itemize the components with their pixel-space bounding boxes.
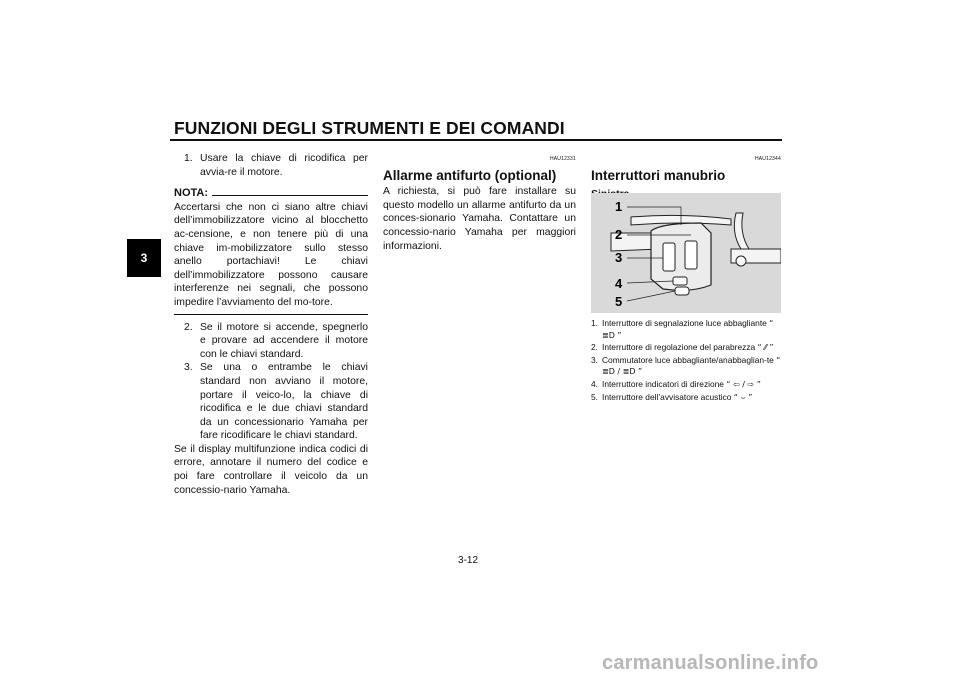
- section-title: Interruttori manubrio: [591, 167, 726, 183]
- section-code: HAU12331: [549, 156, 576, 162]
- horn-icon: “ ⌣ ”: [733, 392, 753, 402]
- chapter-tab: 3: [127, 239, 161, 277]
- header-rule: [170, 139, 782, 141]
- horn-switch: [675, 287, 689, 295]
- closing-text: Se il display multifunzione indica codici di errore, annotare il numero del codice e poi fare controllare il veicolo da un concessio-nario Yamaha.: [174, 443, 368, 496]
- step-text: Se una o entrambe le chiavi standard non avviano il motore, portare il veico-lo, la chiave di ricodifica e le due chiavi standard da un concessionario Yamaha per fare ricodificare le chiavi standard.: [200, 362, 368, 442]
- section-code: HAU12344: [754, 156, 781, 162]
- step-1: [174, 152, 368, 179]
- legend-number: 3.: [591, 354, 598, 365]
- watermark-text: carmanualsonline.info: [602, 652, 819, 674]
- page-header-title: FUNZIONI DEGLI STRUMENTI E DEI COMANDI: [174, 118, 565, 138]
- legend-item-1: [591, 318, 783, 341]
- note-label: NOTA:: [174, 187, 209, 200]
- step-number: 3.: [184, 362, 193, 374]
- callout-3: 3: [615, 250, 623, 265]
- windshield-switch: [685, 241, 697, 269]
- section-text: A richiesta, si può fare installare su questo modello un allarme antifurto da un conces-sionario Yamaha. Contattare un concessio-nario Yamaha per maggiori informazioni.: [383, 186, 576, 252]
- beam-switch-icon: “ ≣D / ≣D ”: [602, 355, 781, 377]
- turn-signal-icon: “ ⇦ / ⇨ ”: [726, 379, 761, 389]
- callout-5: 5: [615, 294, 623, 309]
- step-3: [174, 361, 368, 443]
- page-number: 3-12: [458, 555, 479, 566]
- callout-4: 4: [615, 276, 623, 291]
- legend-text: Interruttore di segnalazione luce abbagliante: [602, 318, 767, 328]
- legend-text: Interruttore indicatori di direzione: [602, 378, 724, 389]
- legend-item-2: [591, 342, 783, 354]
- turn-signal-switch: [673, 277, 687, 285]
- step-number: 1.: [184, 153, 193, 164]
- high-beam-icon: “ ≣D ”: [602, 319, 774, 340]
- step-2: [174, 321, 368, 362]
- figure-legend: [591, 318, 783, 404]
- legend-number: 4.: [591, 378, 598, 389]
- handlebar-switch-illustration: [591, 193, 781, 313]
- note-rule: [212, 195, 368, 196]
- dimmer-switch: [663, 243, 675, 271]
- legend-item-4: [591, 379, 783, 391]
- step-number: 2.: [184, 321, 193, 333]
- legend-text: Interruttore dell’avvisatore acustico: [602, 391, 732, 402]
- legend-text: Commutatore luce abbagliante/anabbaglian-te: [602, 354, 774, 365]
- legend-number: 1.: [591, 318, 598, 328]
- leader-line-5: [627, 291, 675, 301]
- legend-item-5: [591, 392, 783, 404]
- bolt: [736, 256, 746, 266]
- column-left: [174, 152, 368, 497]
- legend-item-3: [591, 355, 783, 378]
- section-title: Allarme antifurto (optional): [383, 167, 557, 183]
- note-end-rule: [174, 314, 368, 315]
- callout-2: 2: [615, 227, 623, 242]
- mirror-mount: [734, 213, 749, 249]
- note-heading: [174, 187, 368, 201]
- windshield-icon: “ ⁄⁄ ”: [757, 343, 774, 353]
- legend-text: Interruttore di regolazione del parabrezza: [602, 342, 756, 353]
- note-text: Accertarsi che non ci siano altre chiavi dell’immobilizzatore vicino al blocchetto ac-censione, e non tenere più di una chiave im-mobilizzatore sullo stesso anello portachiavi! Le chiavi dell’immobilizzatore possono causare interferenze nei segnali, che possono impedire l’avviamento del mo-tore.: [174, 201, 368, 308]
- step-text: Usare la chiave di ricodifica per avvia-re il motore.: [200, 153, 368, 178]
- column-middle: [383, 153, 576, 253]
- callout-1: 1: [615, 199, 623, 214]
- legend-number: 5.: [591, 391, 598, 402]
- legend-number: 2.: [591, 342, 598, 353]
- handlebar-drawing: [591, 193, 781, 313]
- step-text: Se il motore si accende, spegnerlo e provare ad accendere il motore con le chiavi standard.: [200, 321, 368, 360]
